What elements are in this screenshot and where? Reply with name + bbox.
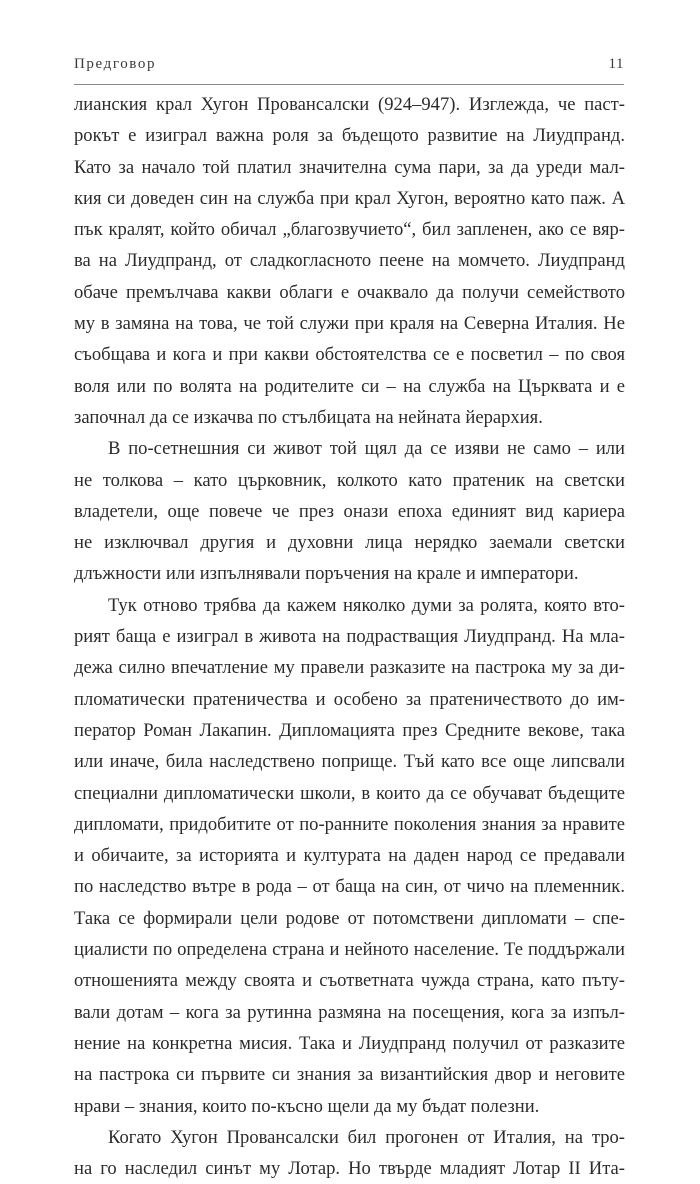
text-line: започнал да се изкачва по стълбицата на нейната йерархия. (74, 406, 543, 428)
text-line: вали дотам – кога за рутинна размяна на посещения, кога за изпъл- (74, 1001, 625, 1023)
running-head-title: Предговор (74, 56, 157, 72)
text-line: и обичаите, за историята и културата на даден народ се предавали (74, 845, 625, 867)
text-line: лианския крал Хугон Провансалски (924–947). Изглежда, че паст- (74, 94, 625, 115)
text-line: по наследство вътре в рода – от баща на син, от чичо на племенник. (74, 876, 625, 898)
text-line: В по-сетнешния си живот той щял да се изяви не само – или (108, 438, 625, 460)
text-line: дипломати, придобитите от по-ранните поколения знания за нравите (74, 813, 625, 835)
text-line: Тук отново трябва да кажем няколко думи за ролята, която вто- (108, 594, 625, 616)
text-line: рокът е изиграл важна роля за бъдещото развитие на Лиудпранд. (74, 125, 625, 147)
text-line: рият баща е изиграл в живота на подрастващия Лиудпранд. На мла- (74, 626, 625, 648)
header-divider (74, 84, 624, 85)
text-line: обаче премълчава какви облаги е очаквало да получи семейството (74, 281, 625, 303)
text-line: ператор Роман Лакапин. Дипломацията през Средните векове, така (74, 719, 625, 741)
text-line: Така се формирали цели родове от потомствени дипломати – спе- (74, 907, 625, 929)
text-line: на го наследил синът му Лотар. Но твърде младият Лотар II Ита- (74, 1158, 625, 1180)
text-line: кия си доведен син на служба при крал Хугон, вероятно като паж. А (74, 187, 625, 209)
text-line: нрави – знания, които по-късно щели да му бъдат полезни. (74, 1095, 540, 1117)
text-line: съобщава и кога и при какви обстоятелства се е посветил – по своя (74, 344, 625, 366)
text-line: отношенията между своята и съответната чужда страна, като пъту- (74, 970, 625, 992)
text-line: воля или по волята на родителите си – на служба на Църквата и е (74, 375, 625, 397)
running-head (74, 56, 624, 78)
page-number: 11 (608, 56, 624, 72)
text-line: циалисти по определена страна и нейното население. Те поддържали (74, 939, 625, 961)
text-line: или иначе, била наследствено поприще. Тъй като все още липсвали (74, 751, 625, 773)
text-line: нение на конкретна мисия. Така и Лиудпранд получил от разказите (74, 1032, 625, 1054)
text-line: пък кралят, който обичал „благозвучието“, бил запленен, ако се вяр- (74, 219, 625, 241)
text-line: на пастрока си първите си знания за византийския двор и неговите (74, 1064, 625, 1086)
text-line: дежа силно впечатление му правели разказите на пастрока му за ди- (74, 657, 625, 679)
text-line: Като за начало той платил значителна сума пари, за да уреди мал- (74, 156, 625, 178)
text-line: ва на Лиудпранд, от сладкогласното пеене на момчето. Лиудпранд (74, 250, 625, 272)
text-line: длъжности или изпълнявали поръчения на крале и императори. (74, 563, 579, 585)
text-line: специални дипломатически школи, в които да се обучават бъдещите (74, 782, 625, 804)
text-line: не толкова – като църковник, колкото като пратеник на светски (74, 469, 625, 491)
body-text (74, 89, 625, 1184)
text-line: владетели, още повече че през онази епоха единият вид кариера (74, 500, 625, 522)
text-line: не изключвал другия и духовни лица нерядко заемали светски (74, 532, 625, 554)
text-line: Когато Хугон Провансалски бил прогонен от Италия, на тро- (108, 1126, 625, 1148)
text-line: му в замяна на това, че той служи при краля на Северна Италия. Не (74, 313, 625, 335)
text-line: пломатически пратеничества и особено за пратеничеството до им- (74, 688, 625, 710)
